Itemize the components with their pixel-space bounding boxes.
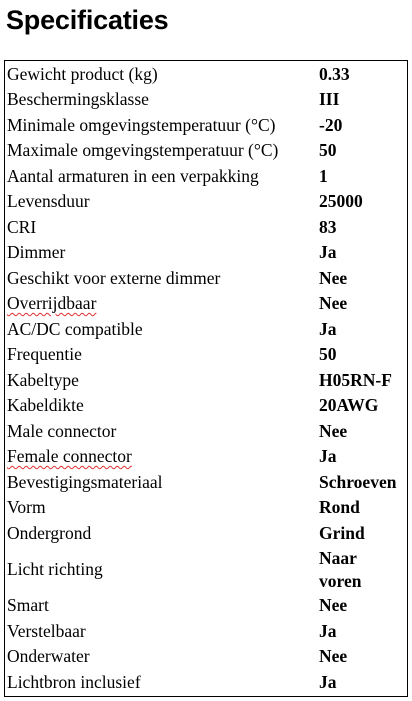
spec-value: H05RN-F [319, 370, 392, 390]
spec-value: Ja [319, 446, 337, 466]
spec-value: Ja [319, 621, 337, 641]
spec-value: 20AWG [319, 395, 379, 415]
spec-value: 50 [319, 140, 337, 160]
spec-label: CRI [7, 217, 37, 237]
spec-label: Male connector [7, 421, 117, 441]
spec-label: Gewicht product (kg) [7, 64, 158, 84]
spec-value: Nee [319, 421, 348, 441]
spec-value: Schroeven [319, 472, 397, 492]
spec-value: Grind [319, 523, 365, 543]
spec-value: Nee [319, 595, 348, 615]
spec-value: Nee [319, 646, 348, 666]
spec-value: 50 [319, 344, 337, 364]
spec-value: Ja [319, 242, 337, 262]
spec-label: Onderwater [7, 646, 90, 666]
page-title: Specificaties [6, 5, 169, 35]
spec-label: Geschikt voor externe dimmer [7, 268, 221, 288]
spec-value: 1 [319, 166, 328, 186]
spec-label: Frequentie [7, 344, 82, 364]
spec-value: 0.33 [319, 64, 350, 84]
specifications-table [4, 60, 408, 697]
spec-label: Dimmer [7, 242, 66, 262]
spec-label: Maximale omgevingstemperatuur (°C) [7, 140, 279, 160]
spec-value: Nee [319, 293, 348, 313]
spec-label: Kabeltype [7, 370, 79, 390]
spec-label: Vorm [7, 497, 46, 517]
spec-label: Kabeldikte [7, 395, 84, 415]
spec-value: III [319, 89, 340, 109]
spec-value: 25000 [319, 191, 363, 211]
spec-label: AC/DC compatible [7, 319, 143, 339]
spec-value: Ja [319, 319, 337, 339]
spec-value: Rond [319, 497, 360, 517]
spec-label: Aantal armaturen in een verpakking [7, 166, 259, 186]
spec-label: Overrijdbaar [7, 293, 97, 313]
spec-label: Ondergrond [7, 523, 92, 543]
spec-value: Nee [319, 268, 348, 288]
spec-value: Naar voren [319, 548, 362, 591]
spec-label: Beschermingsklasse [7, 89, 149, 109]
spec-label: Smart [7, 595, 49, 615]
spec-label: Levensduur [7, 191, 90, 211]
spec-label: Minimale omgevingstemperatuur (°C) [7, 115, 276, 135]
spec-label: Lichtbron inclusief [7, 672, 141, 692]
spec-label: Female connector [7, 446, 132, 466]
spec-label: Verstelbaar [7, 621, 86, 641]
spec-value: Ja [319, 672, 337, 692]
spec-value: -20 [319, 115, 343, 135]
spec-label: Bevestigingsmateriaal [7, 472, 163, 492]
spec-value: 83 [319, 217, 337, 237]
spec-label: Licht richting [7, 559, 103, 579]
